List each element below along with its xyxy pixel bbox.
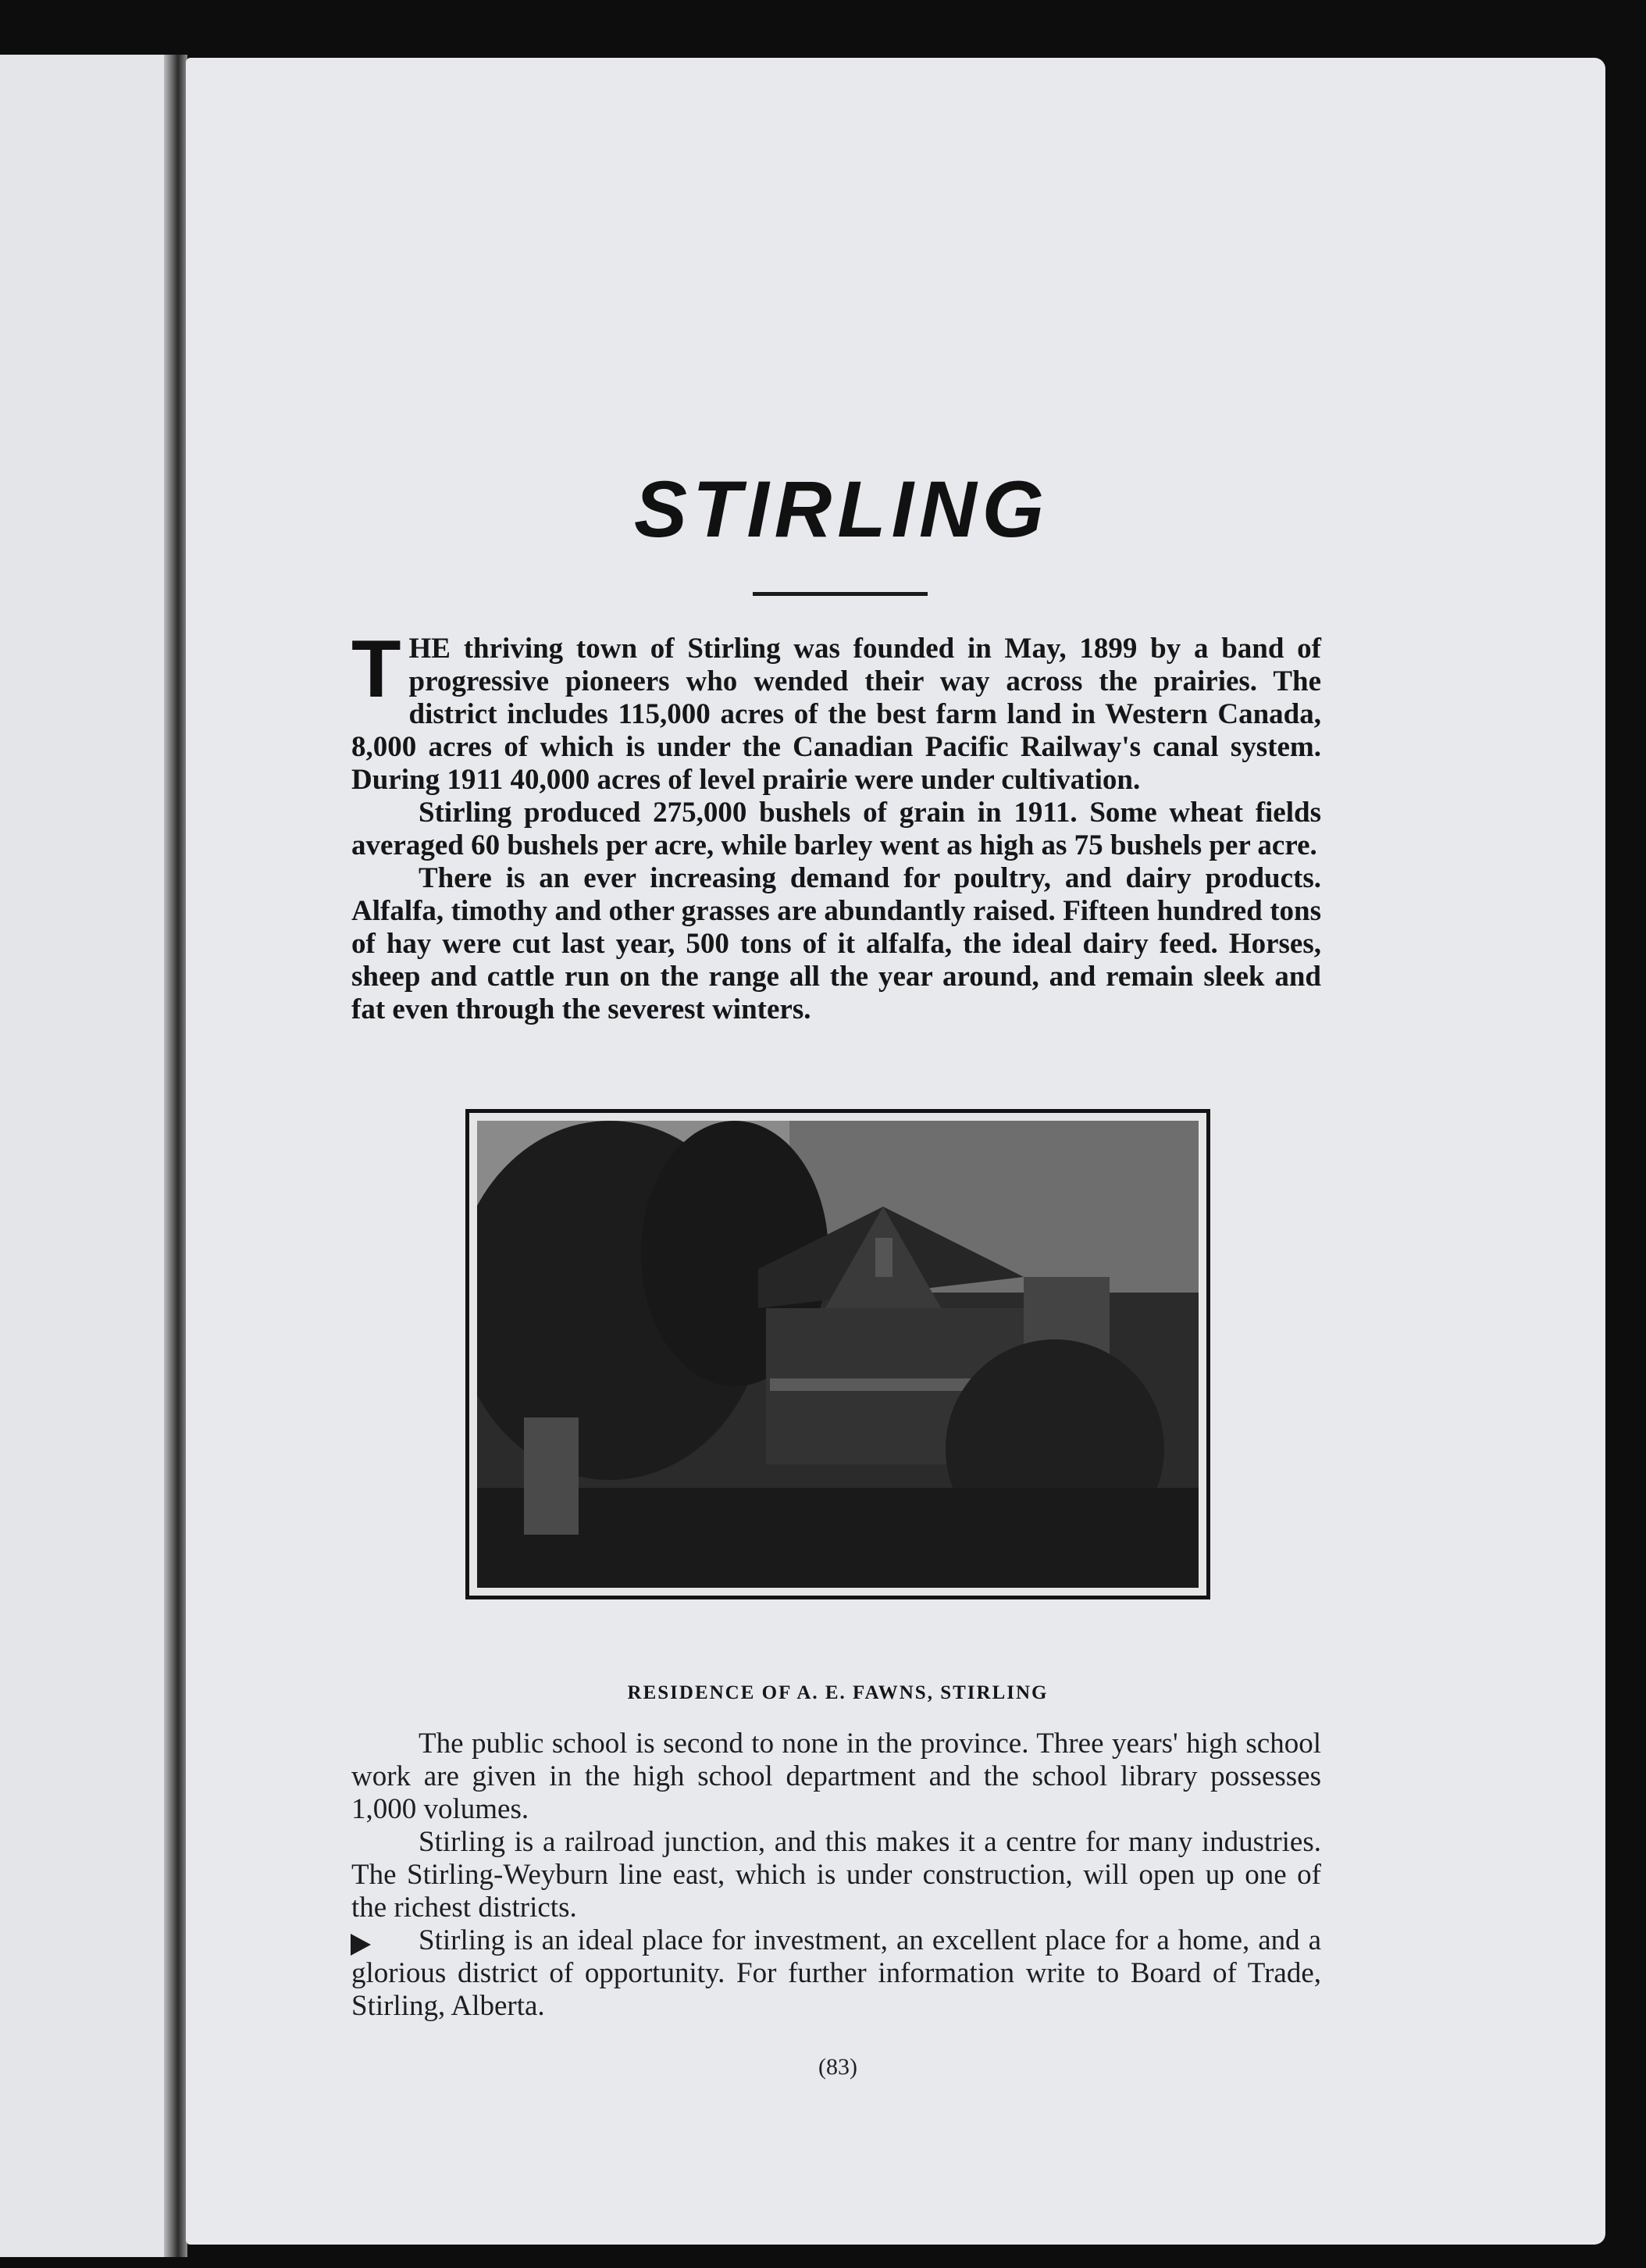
book-gutter <box>164 55 187 2257</box>
residence-photo <box>477 1121 1199 1588</box>
paragraph-dairy: There is an ever increasing demand for poultry, and dairy products. Alfalfa, timothy and other grasses are abundantly raised. Fifteen hundred tons of hay were cut last year, 500 tons of it alfalfa, the ideal dairy feed. Horses, sheep and cattle run on the range all the year around, and remain sleek and fat even through the severest winters. <box>351 862 1321 1025</box>
photo-caption: RESIDENCE OF A. E. FAWNS, STIRLING <box>627 1682 1049 1703</box>
paragraph-school: The public school is second to none in the province. Three years' high school work are given in the high school department and the school library possesses 1,000 volumes. <box>351 1728 1321 1825</box>
house-illustration <box>477 1121 1199 1588</box>
drop-cap: T <box>351 624 401 715</box>
residence-photo-frame <box>465 1109 1210 1599</box>
paragraph-grain: Stirling produced 275,000 bushels of grain in 1911. Some wheat fields averaged 60 bushels per acre, while barley went as high as 75 bushels per acre. <box>351 797 1321 861</box>
paragraph-founding-text: HE thriving town of Stirling was founded in May, 1899 by a band of progressive pioneers who wended their way across the prairies. The district includes 115,000 acres of the best farm land in Western Canada, 8,000 acres of which is under the Canadian Pacific Railway's canal system. During 1911 40,000 acres of level prairie were under cultivation. <box>351 633 1321 796</box>
book-page <box>186 58 1605 2245</box>
intro-text <box>351 624 1321 1026</box>
title-rule <box>753 592 928 596</box>
paragraph-railroad: Stirling is a railroad junction, and this makes it a centre for many industries. The Stirling-Weyburn line east, which is under construction, will open up one of the richest districts. <box>351 1826 1321 1924</box>
facing-page <box>0 55 181 2257</box>
page-number: (83) <box>818 2054 857 2080</box>
pointer-mark-icon <box>351 1934 371 1956</box>
page-title: STIRLING <box>634 465 1049 554</box>
closing-text <box>351 1728 1321 2023</box>
paragraph-investment: Stirling is an ideal place for investment, an excellent place for a home, and a glorious district of opportunity. For further information write to Board of Trade, Stirling, Alberta. <box>351 1924 1321 2022</box>
paragraph-founding <box>351 624 1321 797</box>
